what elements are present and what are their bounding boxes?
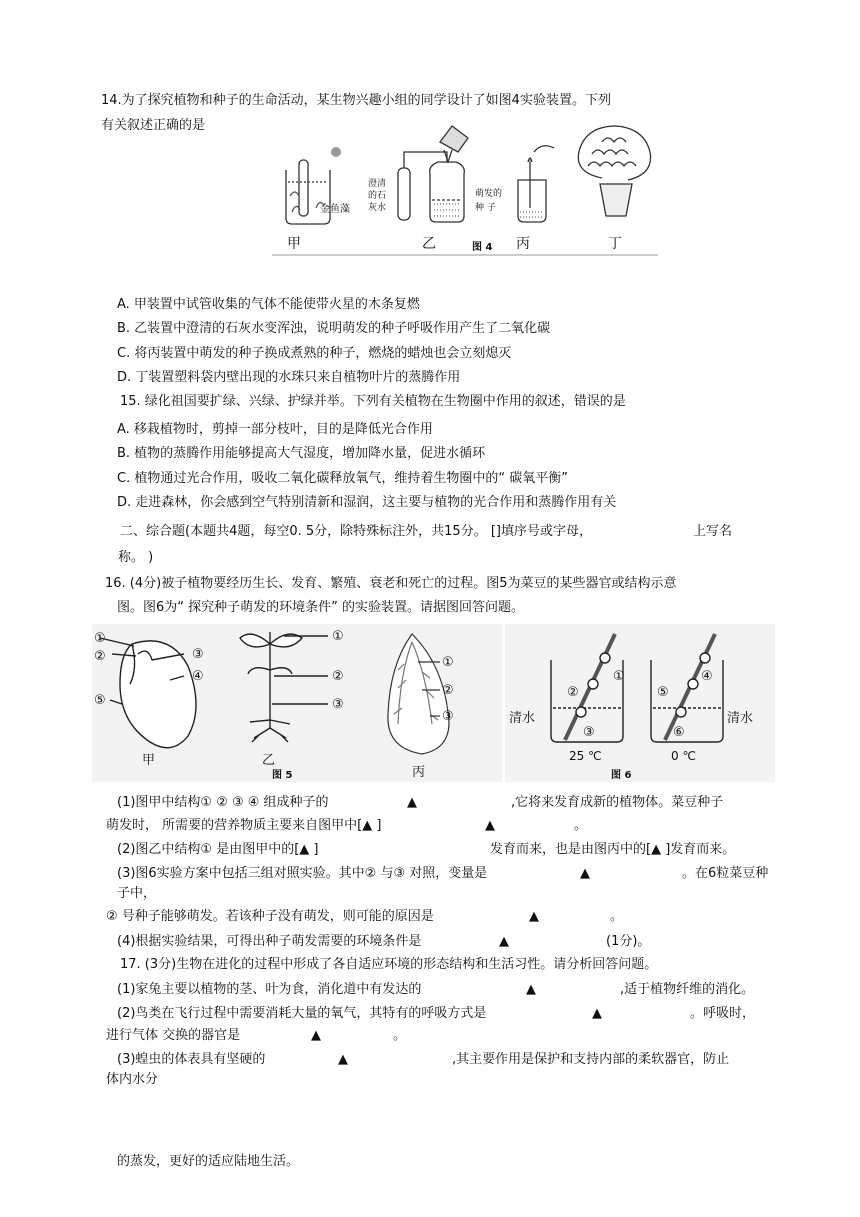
section2-line1b: 上写名 <box>693 524 733 539</box>
q17-p3a: (3)蝗虫的体表具有坚硬的 <box>117 1052 266 1067</box>
blank-8: ▲ <box>311 1028 321 1043</box>
fig6-caption: 图 6 <box>611 770 632 781</box>
fig6-num-1: ① <box>613 669 625 684</box>
fig4-caption: 图 4 <box>472 242 493 253</box>
q16-p4a: (4)根据实验结果，可得出种子萌发需要的环境条件是 <box>117 934 422 949</box>
fig5-jia-num-5: ⑤ <box>94 693 106 708</box>
fig6-num-3: ③ <box>583 725 595 740</box>
annot-jinyuzao: 金鱼藻 <box>320 204 350 215</box>
annot-seeds-2: 种 子 <box>475 203 496 213</box>
q15-option-d: D. 走进森林，你会感到空气特别清新和湿润，这主要与植物的光合作用和蒸腾作用有关 <box>117 495 617 510</box>
fig5-jia-num-2: ② <box>94 649 106 664</box>
q15-option-a: A. 移栽植物时，剪掉一部分枝叶，目的是降低光合作用 <box>117 422 433 437</box>
q14-stem-line2: 有关叙述正确的是 <box>101 118 206 133</box>
q16-p3a: (3)图6实验方案中包括三组对照实验。其中② 与③ 对照，变量是 <box>117 866 488 881</box>
q17-p2c: 进行气体 交换的器官是 <box>106 1028 241 1043</box>
q16-p3c: 子中， <box>117 886 157 901</box>
annot-limewater-2: 的石 <box>368 191 387 201</box>
blank-6: ▲ <box>526 982 536 997</box>
q16-p2b: 发育而来，也是由图丙中的[▲ ]发育而来。 <box>490 842 736 857</box>
fig5-yi-num-2: ② <box>332 669 344 684</box>
q14-stem-line1: 14.为了探究植物和种子的生命活动，某生物兴趣小组的同学设计了如图4实验装置。下列 <box>101 93 611 108</box>
blank-4: ▲ <box>529 909 539 924</box>
q17-p1a: (1)家兔主要以植物的茎、叶为食，消化道中有发达的 <box>117 982 422 997</box>
fig5-jia-num-3: ③ <box>192 647 204 662</box>
fig5-bing-num-3: ③ <box>442 709 454 724</box>
fig4-label-yi: 乙 <box>422 236 436 252</box>
fig5-label-yi: 乙 <box>262 753 276 768</box>
fig5-jia-num-4: ④ <box>192 669 204 684</box>
q16-p2a: (2)图乙中结构① 是由图甲中的[▲ ] <box>117 842 319 857</box>
q16-stem-line2: 图。图6为“ 探究种子萌发的环境条件” 的实验装置。请据图回答问题。 <box>117 600 525 615</box>
fig4-label-ding: 丁 <box>608 236 622 252</box>
q15-option-c: C. 植物通过光合作用，吸收二氧化碳释放氧气，维持着生物圈中的“ 碳氧平衡” <box>117 471 568 486</box>
q17-p1b: ,适于植物纤维的消化。 <box>620 982 755 997</box>
q15-option-b: B. 植物的蒸腾作用能够提高大气湿度，增加降水量，促进水循环 <box>117 446 486 461</box>
period-1: 。 <box>574 818 588 833</box>
q14-option-b: B. 乙装置中澄清的石灰水变浑浊，说明萌发的种子呼吸作用产生了二氧化碳 <box>117 321 551 336</box>
figure-4 <box>272 112 658 258</box>
blank-5: ▲ <box>499 934 509 949</box>
q14-option-a: A. 甲装置中试管收集的气体不能使带火星的木条复燃 <box>117 297 420 312</box>
fig6-water-left: 清水 <box>509 711 536 726</box>
q14-option-c: C. 将丙装置中萌发的种子换成煮熟的种子，燃烧的蜡烛也会立刻熄灭 <box>117 346 512 361</box>
fig5-jia-num-1: ① <box>94 631 106 646</box>
fig5-label-bing: 丙 <box>412 765 426 780</box>
period-2: 。 <box>610 909 624 924</box>
fig4-label-jia: 甲 <box>287 236 301 252</box>
blank-3: ▲ <box>580 866 590 881</box>
q17-p3d: 的蒸发，更好的适应陆地生活。 <box>117 1154 300 1169</box>
q16-p1a: (1)图甲中结构① ② ③ ④ 组成种子的 <box>117 795 329 810</box>
figure-6 <box>505 624 775 782</box>
fig5-yi-num-3: ③ <box>332 697 344 712</box>
q17-stem: 17. (3分)生物在进化的过程中形成了各自适应环境的形态结构和生活习性。请分析回答问题。 <box>120 957 658 972</box>
period-3: 。 <box>393 1028 407 1043</box>
q16-p4b: (1分)。 <box>606 934 651 949</box>
section2-line1a: 二、综合题(本题共4题，每空0. 5分，除特殊标注外，共15分。 []填序号或字母， <box>120 524 592 539</box>
q17-p3b: ,其主要作用是保护和支持内部的柔软器官，防止 <box>452 1052 730 1067</box>
section2-line2: 称。 ) <box>118 550 154 565</box>
fig6-water-right: 清水 <box>727 711 754 726</box>
annot-limewater-1: 澄清 <box>368 179 387 189</box>
q17-p2a: (2)鸟类在飞行过程中需要消耗大量的氧气，其特有的呼吸方式是 <box>117 1006 487 1021</box>
blank-2: ▲ <box>485 818 495 833</box>
fig6-num-5: ⑤ <box>657 685 669 700</box>
fig6-num-6: ⑥ <box>673 725 685 740</box>
q16-p3b: 。在6粒菜豆种 <box>682 866 769 881</box>
fig6-temp-0: 0 ℃ <box>671 749 696 763</box>
fig5-label-jia: 甲 <box>142 753 156 768</box>
fig5-bing-num-2: ② <box>442 683 454 698</box>
q17-p3c: 体内水分 <box>106 1072 159 1087</box>
q17-p2b: 。呼吸时， <box>690 1006 756 1021</box>
blank-9: ▲ <box>338 1052 348 1067</box>
fig6-num-4: ④ <box>701 669 713 684</box>
annot-seeds-1: 萌发的 <box>475 189 503 199</box>
q15-stem: 15. 绿化祖国要扩绿、兴绿、护绿并举。下列有关植物在生物圈中作用的叙述，错误的是 <box>120 394 626 409</box>
q14-option-d: D. 丁装置塑料袋内壁出现的水珠只来自植物叶片的蒸腾作用 <box>117 370 461 385</box>
q16-stem-line1: 16. (4分)被子植物要经历生长、发育、繁殖、衰老和死亡的过程。图5为菜豆的某些器官或结构示意 <box>105 576 677 591</box>
q16-p1c: 萌发时， 所需要的营养物质主要来自图甲中[▲ ] <box>106 818 382 833</box>
annot-limewater-3: 灰水 <box>368 203 387 213</box>
blank-1: ▲ <box>407 795 417 810</box>
blank-7: ▲ <box>592 1006 602 1021</box>
fig5-caption: 图 5 <box>272 770 293 781</box>
fig6-num-2: ② <box>567 685 579 700</box>
fig5-yi-num-1: ① <box>332 629 344 644</box>
q16-p3d: ② 号种子能够萌发。若该种子没有萌发，则可能的原因是 <box>106 909 434 924</box>
fig6-temp-25: 25 ℃ <box>569 749 602 763</box>
fig5-bing-num-1: ① <box>442 655 454 670</box>
fig4-label-bing: 丙 <box>516 236 530 252</box>
q16-p1b: ,它将来发育成新的植物体。菜豆种子 <box>511 795 724 810</box>
figure-5 <box>92 624 502 782</box>
